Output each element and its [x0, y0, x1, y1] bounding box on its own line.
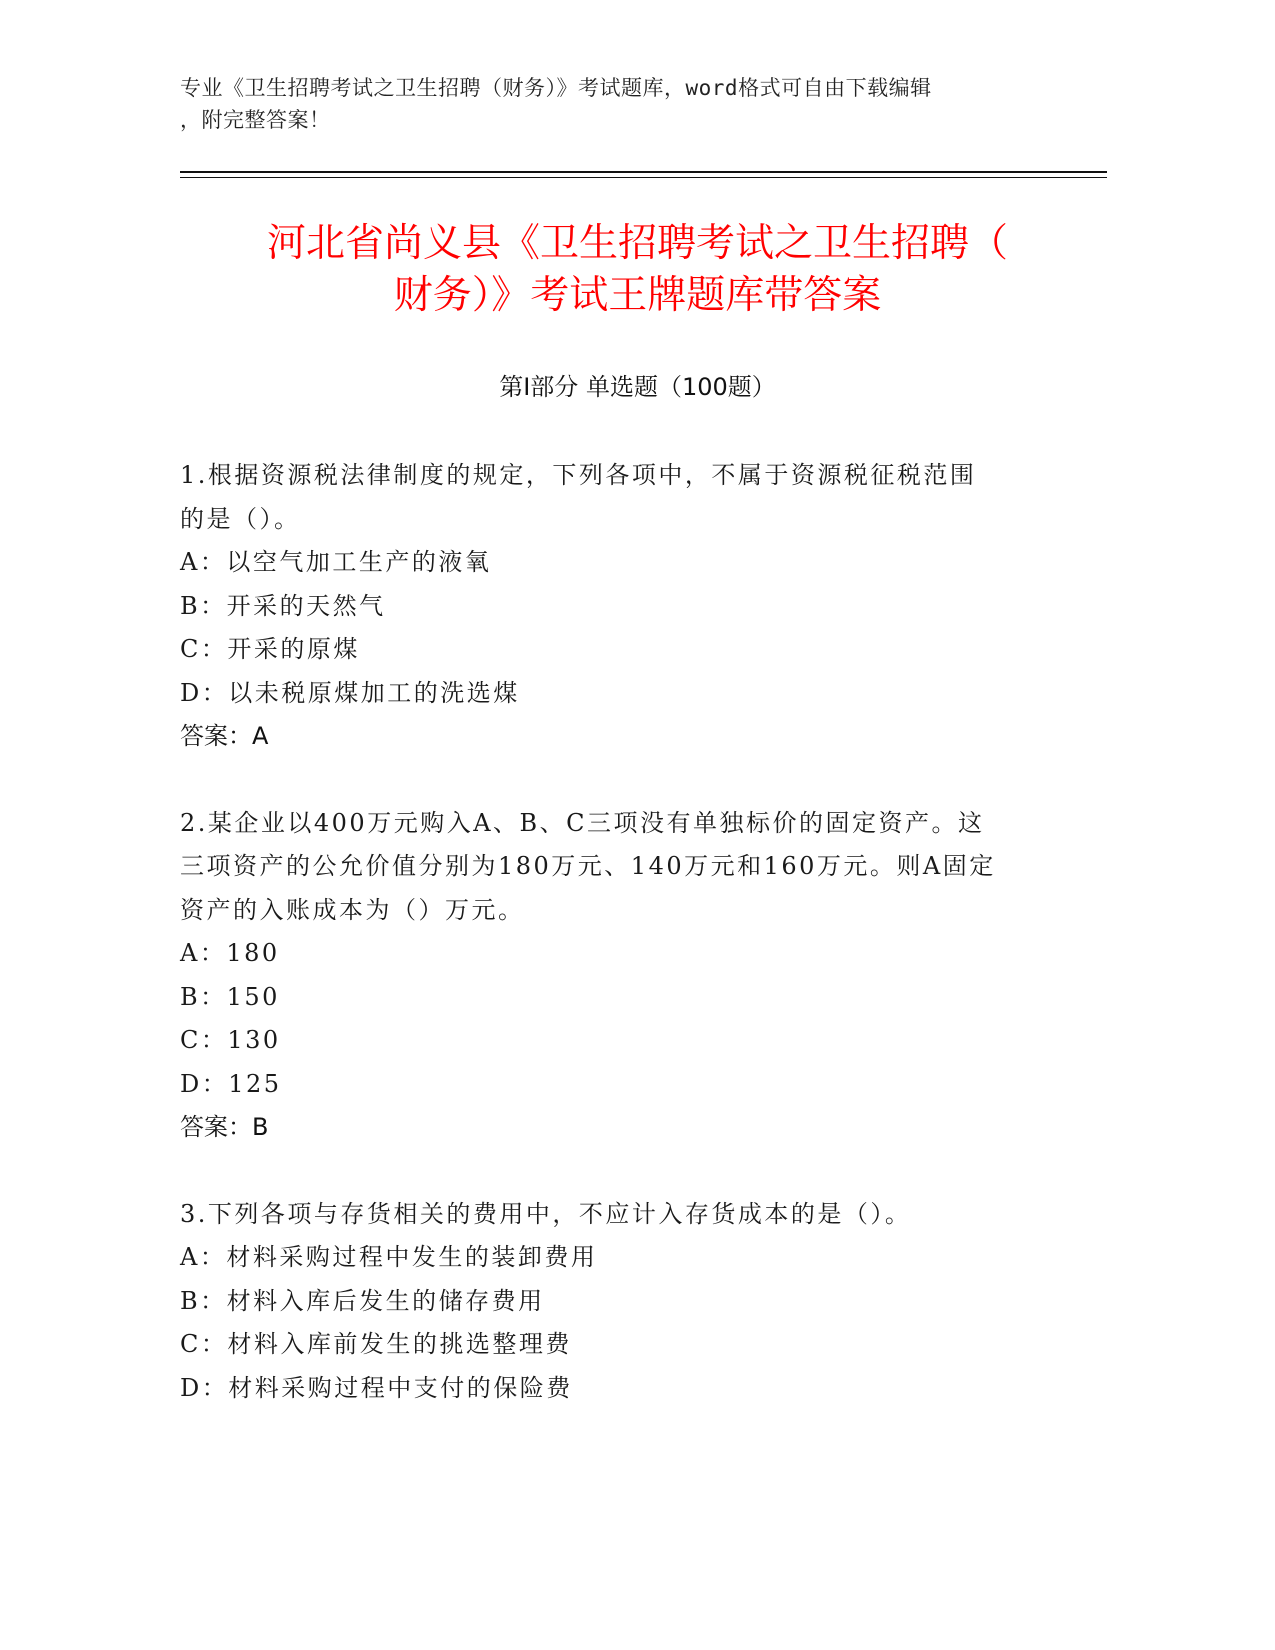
option-d: D：材料采购过程中支付的保险费 — [180, 1373, 573, 1402]
question-1 — [180, 454, 1050, 759]
header-divider-thick — [180, 171, 1107, 173]
question-text-line: 三项资产的公允价值分别为180万元、140万元和160万元。则A固定 — [180, 852, 996, 880]
question-text-line: 3.下列各项与存货相关的费用中，不应计入存货成本的是（）。 — [180, 1199, 912, 1228]
option-b: B：150 — [180, 982, 280, 1011]
question-text-line: 资产的入账成本为（）万元。 — [180, 895, 525, 924]
document-title-line-2: 财务）》考试王牌题库带答案 — [393, 273, 882, 318]
question-3 — [180, 1193, 1050, 1411]
option-d: D：125 — [180, 1069, 282, 1098]
question-text-line: 2.某企业以400万元购入A、B、C三项没有单独标价的固定资产。这 — [180, 808, 985, 837]
question-text-line: 的是（）。 — [180, 504, 301, 533]
answer-label: 答案：A — [180, 722, 269, 750]
document-header-note — [180, 72, 1040, 136]
option-a: A：材料采购过程中发生的装卸费用 — [180, 1243, 598, 1271]
question-list — [180, 454, 1050, 1410]
header-note-line-1: 专业《卫生招聘考试之卫生招聘（财务）》考试题库，word格式可自由下载编辑 — [180, 76, 932, 100]
question-spacer — [180, 759, 1050, 802]
question-spacer — [180, 1150, 1050, 1193]
section-heading: 第Ⅰ部分 单选题（100题） — [499, 373, 776, 401]
question-text-line: 1.根据资源税法律制度的规定，下列各项中，不属于资源税征税范围 — [180, 461, 977, 489]
document-title — [150, 218, 1125, 322]
option-b: B：材料入库后发生的储存费用 — [180, 1286, 545, 1315]
option-a: A：180 — [180, 939, 280, 967]
option-c: C：材料入库前发生的挑选整理费 — [180, 1330, 572, 1358]
option-d: D：以未税原煤加工的洗选煤 — [180, 678, 520, 707]
header-divider-thin — [180, 177, 1107, 178]
question-2 — [180, 802, 1050, 1150]
option-b: B：开采的天然气 — [180, 591, 386, 620]
answer-label: 答案：B — [180, 1113, 269, 1141]
option-c: C：开采的原煤 — [180, 635, 360, 663]
header-note-line-2: ，附完整答案！ — [180, 108, 331, 132]
option-c: C：130 — [180, 1026, 281, 1054]
option-a: A：以空气加工生产的液氧 — [180, 548, 492, 576]
document-title-line-1: 河北省尚义县《卫生招聘考试之卫生招聘（ — [266, 221, 1008, 266]
